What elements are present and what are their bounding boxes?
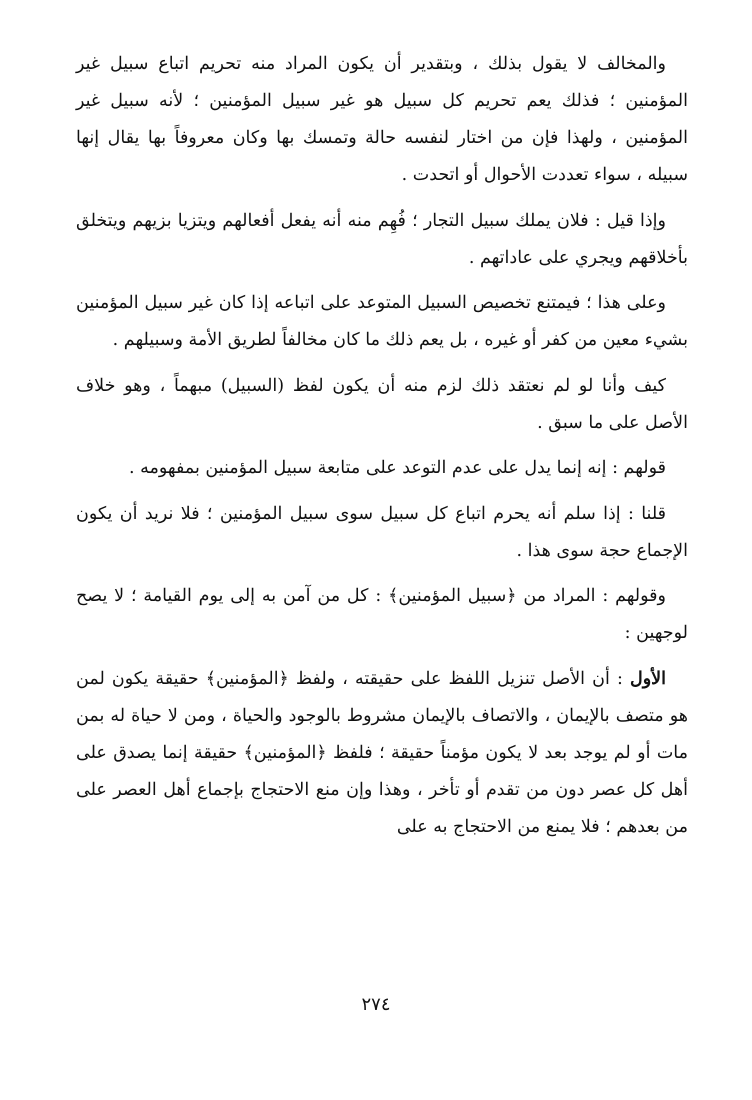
paragraph-4-text: كيف وأنا لو لم نعتقد ذلك لزم منه أن يكون لفظ (السبيل) مبهماً ، وهو خلاف الأصل على ما سبق . [76,375,688,433]
paragraph-6 [76,496,688,570]
paragraph-5 [76,450,688,487]
paragraph-2-text: وإذا قيل : فلان يملك سبيل التجار ؛ فُهِم منه أنه يفعل أفعالهم ويتزيا بزيهم ويتخلق بأخلاقهم ويجري على عاداتهم . [76,210,688,268]
page-number: ٢٧٤ [361,994,391,1015]
paragraph-8-text: : أن الأصل تنزيل اللفظ على حقيقته ، ولفظ ﴿المؤمنين﴾ حقيقة يكون لمن هو متصف بالإيمان ، والاتصاف بالإيمان مشروط بالوجود والحياة ، ومن لا حياة له بمن مات أو لم يوجد بعد لا يكون مؤمناً حقيقة ؛ فلفظ ﴿المؤمنين﴾ حقيقة إنما يصدق على أهل كل عصر دون من تقدم أو تأخر ، وهذا وإن منع الاحتجاج بإجماع أهل العصر على من بعدهم ؛ فلا يمنع من الاحتجاج به على [76,668,688,837]
paragraph-3-text: وعلى هذا ؛ فيمتنع تخصيص السبيل المتوعد على اتباعه إذا كان غير سبيل المؤمنين بشيء معين من كفر أو غيره ، بل يعم ذلك ما كان مخالفاً لطريق الأمة وسبيلهم . [76,293,688,350]
paragraph-8 [76,661,688,846]
body-text [76,46,688,854]
paragraph-5-text: قولهم : إنه إنما يدل على عدم التوعد على متابعة سبيل المؤمنين بمفهومه . [128,458,666,478]
paragraph-4 [76,368,688,442]
paragraph-8-lead: الأول [629,668,666,689]
paragraph-1 [76,46,688,194]
paragraph-2 [76,203,688,277]
paragraph-6-text: قلنا : إذا سلم أنه يحرم اتباع كل سبيل سوى سبيل المؤمنين ؛ فلا نريد أن يكون الإجماع حجة سوى هذا . [76,503,688,561]
paragraph-3 [76,285,688,359]
paragraph-7 [76,578,688,652]
paragraph-7-text: وقولهم : المراد من ﴿سبيل المؤمنين﴾ : كل من آمن به إلى يوم القيامة ؛ لا يصح لوجهين : [76,586,688,643]
paragraph-1-text: والمخالف لا يقول بذلك ، وبتقدير أن يكون المراد منه تحريم اتباع سبيل غير المؤمنين ؛ فذلك يعم تحريم كل سبيل هو غير سبيل المؤمنين ؛ لأنه سبيل غير المؤمنين ، ولهذا فإن من اختار لنفسه حالة وتمسك بها وكان معروفاً بها يقال إنها سبيله ، سواء تعددت الأحوال أو اتحدت . [76,54,688,185]
